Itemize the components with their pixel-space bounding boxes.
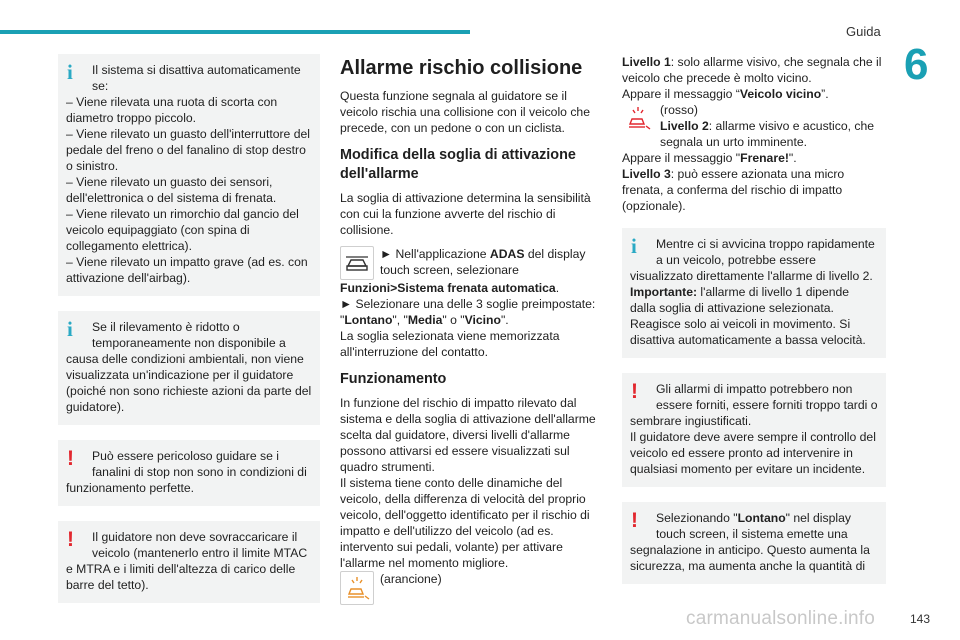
orange-level-row xyxy=(340,571,602,605)
note-text-first: Il guidatore non deve sovraccaricare il veicolo (mantenerlo entro il limite MTAC xyxy=(92,530,308,560)
info-icon: i xyxy=(67,317,73,341)
column-right xyxy=(622,54,886,599)
info-icon: i xyxy=(67,60,73,84)
heading-threshold: Modifica della soglia di attivazione dell'allarme xyxy=(340,147,576,182)
warning-icon: ! xyxy=(67,447,74,470)
note-text: segnalazione in anticipo. Questo aumenta la sicurezza, ma aumenta anche la quantità di xyxy=(630,543,870,573)
intro-paragraph: Questa funzione segnala al guidatore se il veicolo rischia una collisione con il veicolo che precede, con un pedone o con un ciclista. xyxy=(340,89,590,135)
level2-text: : allarme visivo e acustico, che segnala un urto imminente. xyxy=(660,119,875,149)
adas-app-name: ADAS xyxy=(489,247,525,261)
menu-path-end: . xyxy=(555,281,560,295)
warning-note-alerts xyxy=(622,373,886,487)
info-note-approach xyxy=(622,228,886,358)
note-text: visualizzato direttamente l'allarme di livello 2. xyxy=(630,269,873,283)
level1-paragraph xyxy=(622,54,886,86)
warning-icon: ! xyxy=(67,528,74,551)
collision-alert-orange-icon xyxy=(340,571,374,605)
watermark: carmanualsonline.info xyxy=(686,608,876,629)
memorized-paragraph: La soglia selezionata viene memorizzata all'interruzione del contatto. xyxy=(340,329,560,359)
note-text: – Viene rilevata una ruota di scorta con diametro troppo piccolo. – Viene rilevato un guasto dell'interruttore del pedale del freno o del fanalino di stop destro o sinistro. – Viene rilevato un guasto dei sensori, dell'elettronica o del sistema di frenata. – Viene rilevato un rimorchio dal gancio del veicolo equipaggiato (con spina di collegamento elettrica). – Viene rilevato un impatto grave (ad es. con attivazione dell'airbag). xyxy=(66,95,310,285)
level1-label: Livello 1 xyxy=(622,55,671,69)
menu-path-line xyxy=(340,280,602,296)
select-text: ► Selezionare una delle 3 soglie preimpostate: " xyxy=(340,297,596,327)
level2-msg-a: Appare il messaggio " xyxy=(622,151,741,165)
page-title: Allarme rischio collisione xyxy=(340,57,583,79)
adas-instruction xyxy=(340,246,602,280)
option-sep: " o " xyxy=(442,313,465,327)
option-vicino: Vicino xyxy=(464,313,501,327)
menu-path: Funzioni>Sistema frenata automatica xyxy=(340,281,556,295)
note-text: e MTRA e i limiti dell'altezza di carico delle barre del tetto). xyxy=(66,562,296,592)
warning-note-stop-lights xyxy=(58,440,320,506)
page-number: 143 xyxy=(910,612,931,626)
level3-label: Livello 3 xyxy=(622,167,671,181)
level1-msg-a: Appare il messaggio “ xyxy=(622,87,740,101)
info-note-detection xyxy=(58,311,320,425)
column-middle xyxy=(340,54,602,605)
option-end: ". xyxy=(500,313,509,327)
column-left xyxy=(58,54,320,618)
level1-message xyxy=(622,86,886,102)
note-text-b: " nel display touch screen, il sistema emette una xyxy=(656,511,851,541)
header-accent-bar xyxy=(0,30,470,34)
note-important: Importante: xyxy=(630,285,698,299)
select-threshold-line xyxy=(340,296,602,328)
info-icon: i xyxy=(631,234,637,258)
level1-msg-b: ”. xyxy=(821,87,829,101)
warning-note-lontano xyxy=(622,502,886,584)
adas-text-b: del display touch screen, selezionare xyxy=(380,247,586,277)
threshold-paragraph: La soglia di attivazione determina la sensibilità con cui la funzione avverte del rischio di collisione. xyxy=(340,191,591,237)
warning-note-overload xyxy=(58,521,320,603)
note-text: funzionamento perfette. xyxy=(66,481,195,495)
option-sep: ", " xyxy=(392,313,408,327)
note-text-first: Può essere pericoloso guidare se i fanalini di stop non sono in condizioni di xyxy=(92,449,307,479)
collision-alert-red-icon xyxy=(622,102,654,134)
section-title: Guida xyxy=(846,24,881,39)
note-text-first: Il sistema si disattiva automaticamente se: xyxy=(92,63,301,93)
warning-icon: ! xyxy=(631,380,638,403)
note-text: l'allarme di livello 1 dipende dalla soglia di attivazione selezionata. Reagisce solo ai veicoli in movimento. Si disattiva automaticamente a bassa velocità. xyxy=(630,285,866,347)
level3-paragraph xyxy=(622,166,886,214)
option-lontano: Lontano xyxy=(344,313,393,327)
info-note-deactivation xyxy=(58,54,320,296)
note-text-first: Mentre ci si avvicina troppo rapidamente a un veicolo, potrebbe essere xyxy=(656,237,875,267)
chapter-number: 6 xyxy=(904,40,929,89)
level3-text: : può essere azionata una micro frenata, a conferma del rischio di impatto (opzionale). xyxy=(622,167,845,213)
functioning-paragraph: In funzione del rischio di impatto rilevato dal sistema e della soglia di attivazione dell'allarme scelta dal guidatore, diversi livelli d'allarme possono attivarsi ed essere visualizzati sul quadro strumenti. Il sistema tiene conto delle dinamiche del veicolo, della differenza di velocità del proprio veicolo, dell'oggetto identificato per il rischio di impatto e dell'utilizzo del veicolo (ad es. intervento sui pedali, volante) per attivare l'allarme nel momento migliore. xyxy=(340,396,596,570)
red-label: (rosso) xyxy=(660,103,698,117)
level2-msg-bold: Frenare! xyxy=(740,151,789,165)
note-text-first: Se il rilevamento è ridotto o temporaneamente non disponibile a xyxy=(92,320,286,350)
note-text-first: Gli allarmi di impatto potrebbero non essere forniti, essere forniti troppo tardi o xyxy=(656,382,878,412)
warning-icon: ! xyxy=(631,509,638,532)
level2-msg-b: ". xyxy=(788,151,797,165)
level2-label: Livello 2 xyxy=(660,119,709,133)
orange-label: (arancione) xyxy=(380,572,442,586)
car-settings-icon xyxy=(340,246,374,280)
adas-text-a: ► Nell'applicazione xyxy=(380,247,490,261)
note-lontano: Lontano xyxy=(737,511,786,525)
note-text: causa delle condizioni ambientali, non viene visualizzata un'indicazione per il guidatore (poiché non sono richieste azioni da parte del guidatore). xyxy=(66,352,312,414)
level1-msg-bold: Veicolo vicino xyxy=(739,87,822,101)
red-level-row xyxy=(622,102,886,150)
option-media: Media xyxy=(407,313,443,327)
level2-message xyxy=(622,150,886,166)
note-text: sembrare ingiustificati. Il guidatore deve avere sempre il controllo del veicolo ed essere pronto ad intervenire in qualsiasi momento per evitare un incidente. xyxy=(630,414,876,476)
note-text-a: Selezionando " xyxy=(656,511,738,525)
level1-text: : solo allarme visivo, che segnala che il veicolo che precede è molto vicino. xyxy=(622,55,882,85)
heading-functioning: Funzionamento xyxy=(340,371,447,387)
